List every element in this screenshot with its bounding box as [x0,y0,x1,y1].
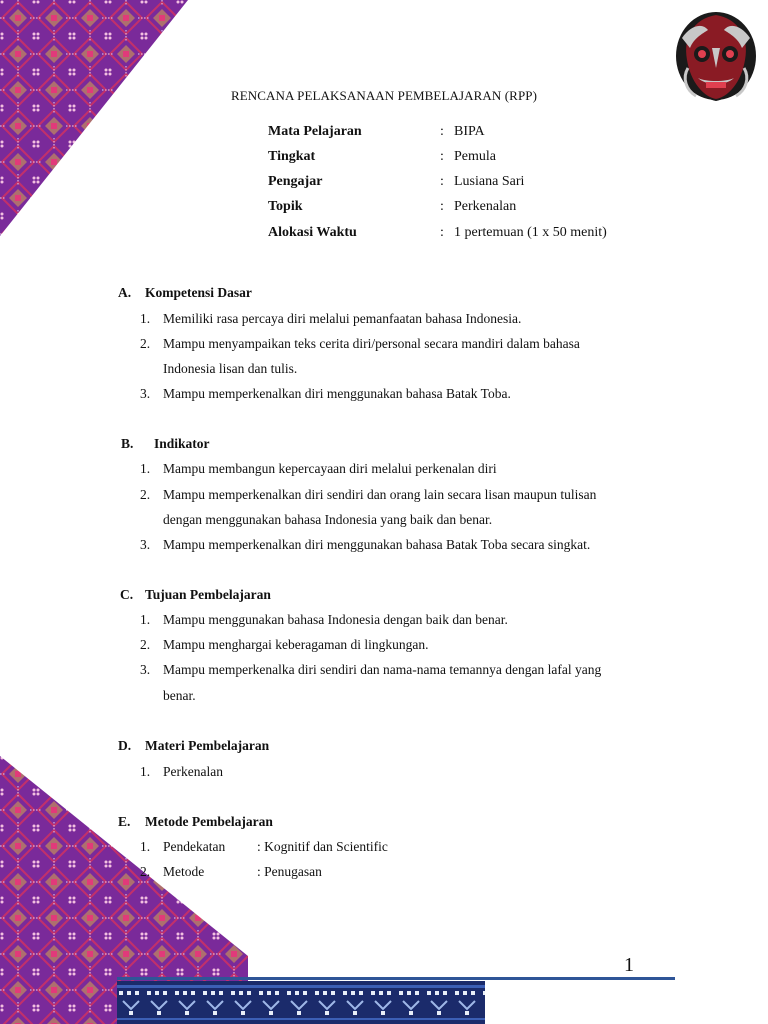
info-colon: : [440,124,444,139]
section-letter: A. [118,285,132,300]
section-letter: D. [118,738,132,753]
info-label: Pengajar [268,174,323,189]
section-d-heading [118,738,269,754]
item-text: Mampu memperkenalka diri sendiri dan nama-nama temannya dengan lafal yang [163,662,602,677]
info-colon: : [440,225,444,240]
section-letter: B. [121,436,134,451]
item-number: 1. [140,612,151,627]
item-text: Memiliki rasa percaya diri melalui pemanfaatan bahasa Indonesia. [163,311,522,326]
info-label: Tingkat [268,149,316,164]
item-number: 1. [140,461,151,476]
item-text: Mampu menggunakan bahasa Indonesia dengan baik dan benar. [163,612,508,627]
info-label: Topik [268,199,303,214]
item-text-continued: benar. [163,688,196,703]
info-value: BIPA [454,124,485,139]
section-c-heading [120,587,271,603]
section-a-heading [118,285,252,301]
method-value: : Penugasan [257,864,322,879]
section-title: Kompetensi Dasar [145,285,252,300]
section-letter: E. [118,814,131,829]
page-number: 1 [624,954,634,976]
item-text: Perkenalan [163,764,223,779]
info-label: Mata Pelajaran [268,124,362,139]
method-key: Pendekatan [163,839,226,854]
item-number: 2. [140,637,151,652]
item-number: 2. [140,487,151,502]
info-label: Alokasi Waktu [268,225,357,240]
method-key: Metode [163,864,205,879]
section-title: Materi Pembelajaran [145,738,270,753]
item-number: 1. [140,839,151,854]
item-number: 3. [140,662,151,677]
method-value: : Kognitif dan Scientific [257,839,388,854]
item-text: Mampu menghargai keberagaman di lingkungan. [163,637,429,652]
section-title: Tujuan Pembelajaran [145,587,271,602]
item-text: Mampu memperkenalkan diri menggunakan bahasa Batak Toba secara singkat. [163,537,591,552]
section-title: Metode Pembelajaran [145,814,273,829]
info-colon: : [440,149,444,164]
footer-rule [117,977,675,980]
section-e-heading [118,814,273,830]
section-title: Indikator [154,436,210,451]
item-text-continued: dengan menggunakan bahasa Indonesia yang baik dan benar. [163,512,493,527]
info-value: 1 pertemuan (1 x 50 menit) [454,225,607,240]
info-colon: : [440,199,444,214]
item-number: 3. [140,537,151,552]
item-text: Mampu memperkenalkan diri sendiri dan orang lain secara lisan maupun tulisan [163,487,597,502]
info-value: Lusiana Sari [454,174,525,189]
section-letter: C. [120,587,134,602]
item-text-continued: Indonesia lisan dan tulis. [163,361,298,376]
item-number: 3. [140,386,151,401]
item-number: 2. [140,336,151,351]
info-value: Perkenalan [454,199,517,214]
item-text: Mampu membangun kepercayaan diri melalui perkenalan diri [163,461,497,476]
item-number: 2. [140,864,151,879]
footer-ulos-band [117,981,485,1024]
item-text: Mampu menyampaikan teks cerita diri/personal secara mandiri dalam bahasa [163,336,580,351]
info-value: Pemula [454,149,496,164]
document-title: RENCANA PELAKSANAAN PEMBELAJARAN (RPP) [230,88,538,103]
item-number: 1. [140,311,151,326]
section-b-heading [121,436,210,452]
item-number: 1. [140,764,151,779]
ulos-pattern-top-left [0,0,190,240]
item-text: Mampu memperkenalkan diri menggunakan bahasa Batak Toba. [163,386,511,401]
info-colon: : [440,174,444,189]
